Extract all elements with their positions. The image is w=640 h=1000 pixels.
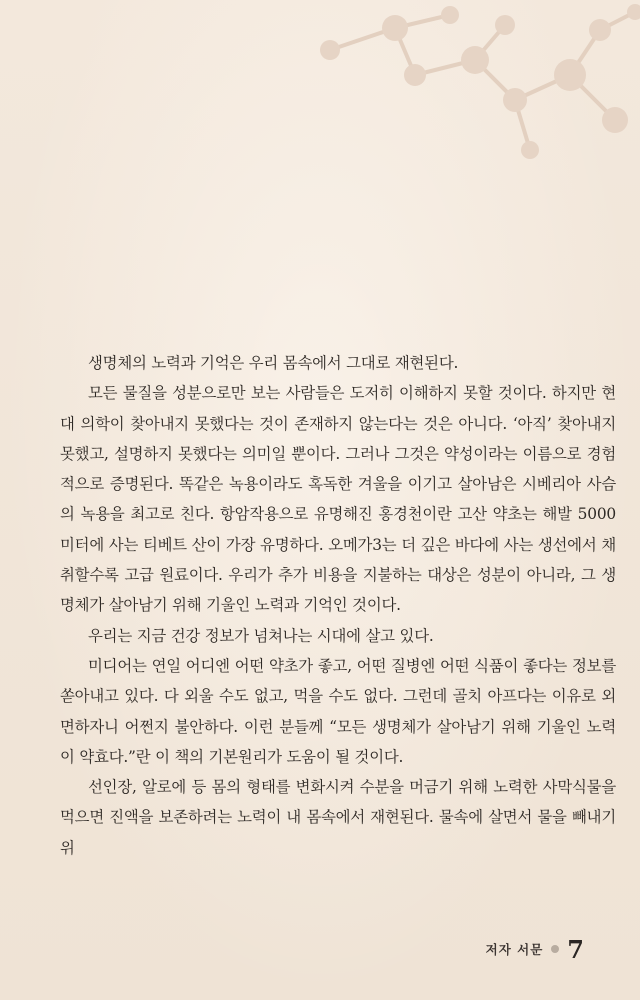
paragraph-4: 미디어는 연일 어디엔 어떤 약초가 좋고, 어떤 질병엔 어떤 식품이 좋다는 정보를 쏟아내고 있다. 다 외울 수도 없고, 먹을 수도 없다. 그런데 골치 아프다는 이유로 외면하자니 어쩐지 불안하다. 이런 분들께 “모든 생명체가 살아남기 위해 기울인 노력이 약효다.”란 이 책의 기본원리가 도움이 될 것이다. bbox=[60, 656, 616, 766]
section-label: 저자 서문 bbox=[485, 942, 544, 957]
paragraph-5: 선인장, 알로에 등 몸의 형태를 변화시켜 수분을 머금기 위해 노력한 사막식물을 먹으면 진액을 보존하려는 노력이 내 몸속에서 재현된다. 물속에 살면서 물을 빼내기 위 bbox=[60, 778, 616, 857]
page-footer bbox=[486, 934, 584, 964]
paragraph-3: 우리는 지금 건강 정보가 넘쳐나는 시대에 살고 있다. bbox=[88, 626, 434, 645]
molecule-decoration-icon bbox=[300, 0, 640, 170]
paragraph-1: 생명체의 노력과 기억은 우리 몸속에서 그대로 재현된다. bbox=[88, 354, 459, 372]
body-text bbox=[60, 348, 616, 863]
paragraph-2: 모든 물질을 성분으로만 보는 사람들은 도저히 이해하지 못할 것이다. 하지만 현대 의학이 찾아내지 못했다는 것이 존재하지 않는다는 것은 아니다. ‘아직’ 찾아내지 못했고, 설명하지 못했다는 의미일 뿐이다. 그러나 그것은 약성이라는 이름으로 경험적으로 증명된다. 똑같은 녹용이라도 혹독한 겨울을 이기고 살아남은 시베리아 사슴의 녹용을 최고로 친다. 항암작용으로 유명해진 홍경천이란 고산 약초는 해발 5000미터에 사는 티베트 산이 가장 유명하다. 오메가3는 더 깊은 바다에 사는 생선에서 채취할수록 고급 원료이다. 우리가 추가 비용을 지불하는 대상은 성분이 아니라, 그 생명체가 살아남기 위해 기울인 노력과 기억인 것이다. bbox=[60, 384, 616, 615]
page-number: 7 bbox=[567, 934, 584, 964]
bullet-dot-icon bbox=[551, 945, 559, 953]
